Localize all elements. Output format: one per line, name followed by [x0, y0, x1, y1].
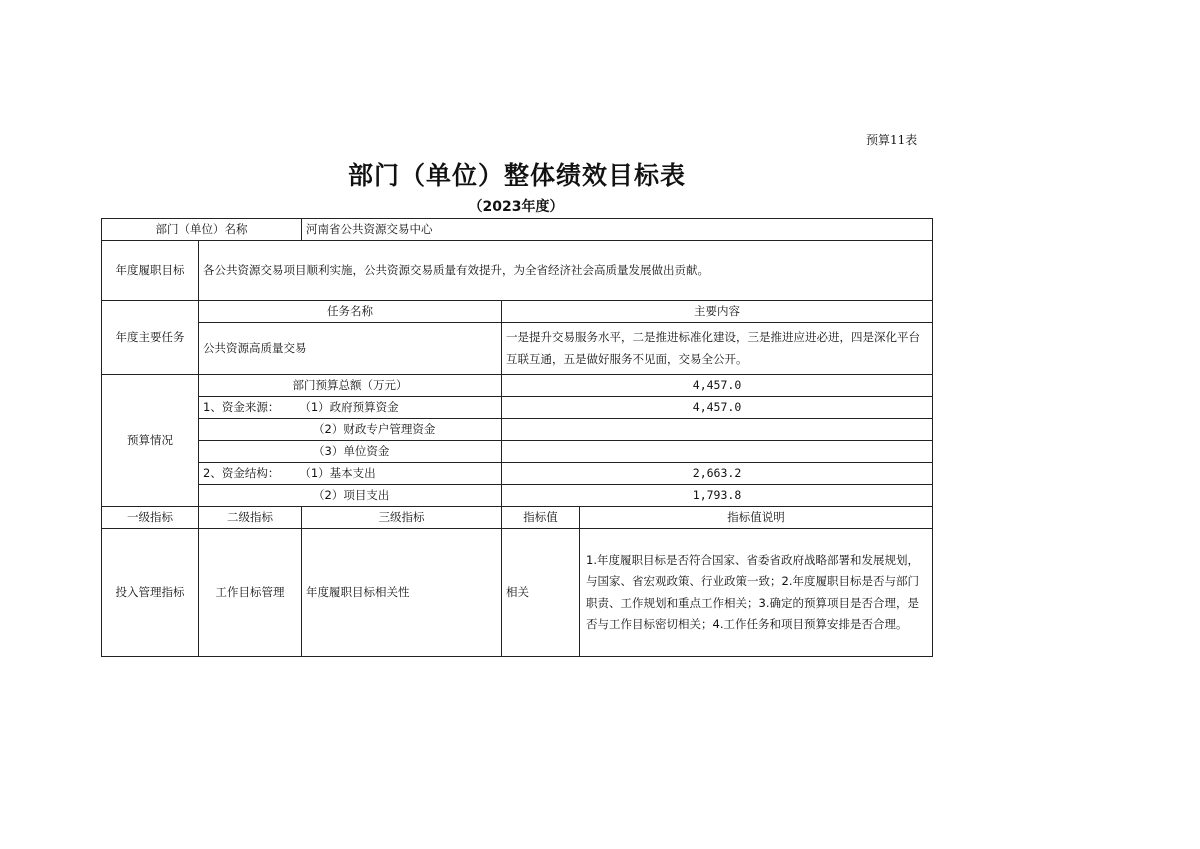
dept-value: 河南省公共资源交易中心	[302, 219, 933, 241]
tasks-col-content: 主要内容	[502, 301, 933, 323]
budget-source-label: 1、资金来源：	[203, 400, 280, 415]
year-label: （2023年度）	[468, 199, 564, 215]
budget-special-value	[502, 419, 933, 441]
budget-special-row	[102, 419, 933, 441]
form-number: 预算11表	[866, 133, 918, 147]
budget-gov-value: 4,457.0	[502, 397, 933, 419]
budget-total-row	[102, 375, 933, 397]
budget-project-value: 1,793.8	[502, 485, 933, 507]
budget-basic-label: （1）基本支出	[299, 466, 376, 481]
budget-unit-value	[502, 441, 933, 463]
annual-goal-label: 年度履职目标	[102, 241, 199, 301]
indicator-header-level3: 三级指标	[302, 507, 502, 529]
budget-unit-label: （3）单位资金	[199, 441, 502, 463]
indicator-row	[102, 529, 933, 657]
budget-basic-row	[102, 463, 933, 485]
budget-project-label: （2）项目支出	[199, 485, 502, 507]
task-name: 公共资源高质量交易	[199, 323, 502, 375]
budget-label: 预算情况	[102, 375, 199, 507]
indicator-level1: 投入管理指标	[102, 529, 199, 657]
budget-project-row	[102, 485, 933, 507]
indicator-value: 相关	[502, 529, 580, 657]
indicator-header-row	[102, 507, 933, 529]
tasks-row	[102, 323, 933, 375]
budget-total-label: 部门预算总额（万元）	[199, 375, 502, 397]
tasks-label: 年度主要任务	[102, 301, 199, 375]
dept-row	[102, 219, 933, 241]
annual-goal-row	[102, 241, 933, 301]
tasks-header-row	[102, 301, 933, 323]
performance-target-table	[101, 218, 933, 657]
budget-basic-value: 2,663.2	[502, 463, 933, 485]
budget-unit-row	[102, 441, 933, 463]
dept-label: 部门（单位）名称	[102, 219, 302, 241]
page-title: 部门（单位）整体绩效目标表	[347, 161, 686, 190]
indicator-header-level2: 二级指标	[199, 507, 302, 529]
budget-gov-label: （1）政府预算资金	[299, 400, 399, 415]
indicator-header-value: 指标值	[502, 507, 580, 529]
indicator-header-note: 指标值说明	[580, 507, 933, 529]
task-content: 一是提升交易服务水平，二是推进标准化建设，三是推进应进必进，四是深化平台互联互通，五是做好服务不见面，交易全公开。	[502, 323, 933, 375]
annual-goal-value: 各公共资源交易项目顺利实施，公共资源交易质量有效提升，为全省经济社会高质量发展做出贡献。	[199, 241, 933, 301]
budget-structure-label: 2、资金结构：	[203, 466, 280, 481]
tasks-col-name: 任务名称	[199, 301, 502, 323]
indicator-level2: 工作目标管理	[199, 529, 302, 657]
indicator-note: 1.年度履职目标是否符合国家、省委省政府战略部署和发展规划，与国家、省宏观政策、行业政策一致；2.年度履职目标是否与部门职责、工作规划和重点工作相关；3.确定的预算项目是否合理，是否与工作目标密切相关；4.工作任务和项目预算安排是否合理。	[580, 529, 933, 657]
budget-gov-row	[102, 397, 933, 419]
indicator-level3: 年度履职目标相关性	[302, 529, 502, 657]
indicator-header-level1: 一级指标	[102, 507, 199, 529]
budget-total-value: 4,457.0	[502, 375, 933, 397]
budget-special-label: （2）财政专户管理资金	[199, 419, 502, 441]
